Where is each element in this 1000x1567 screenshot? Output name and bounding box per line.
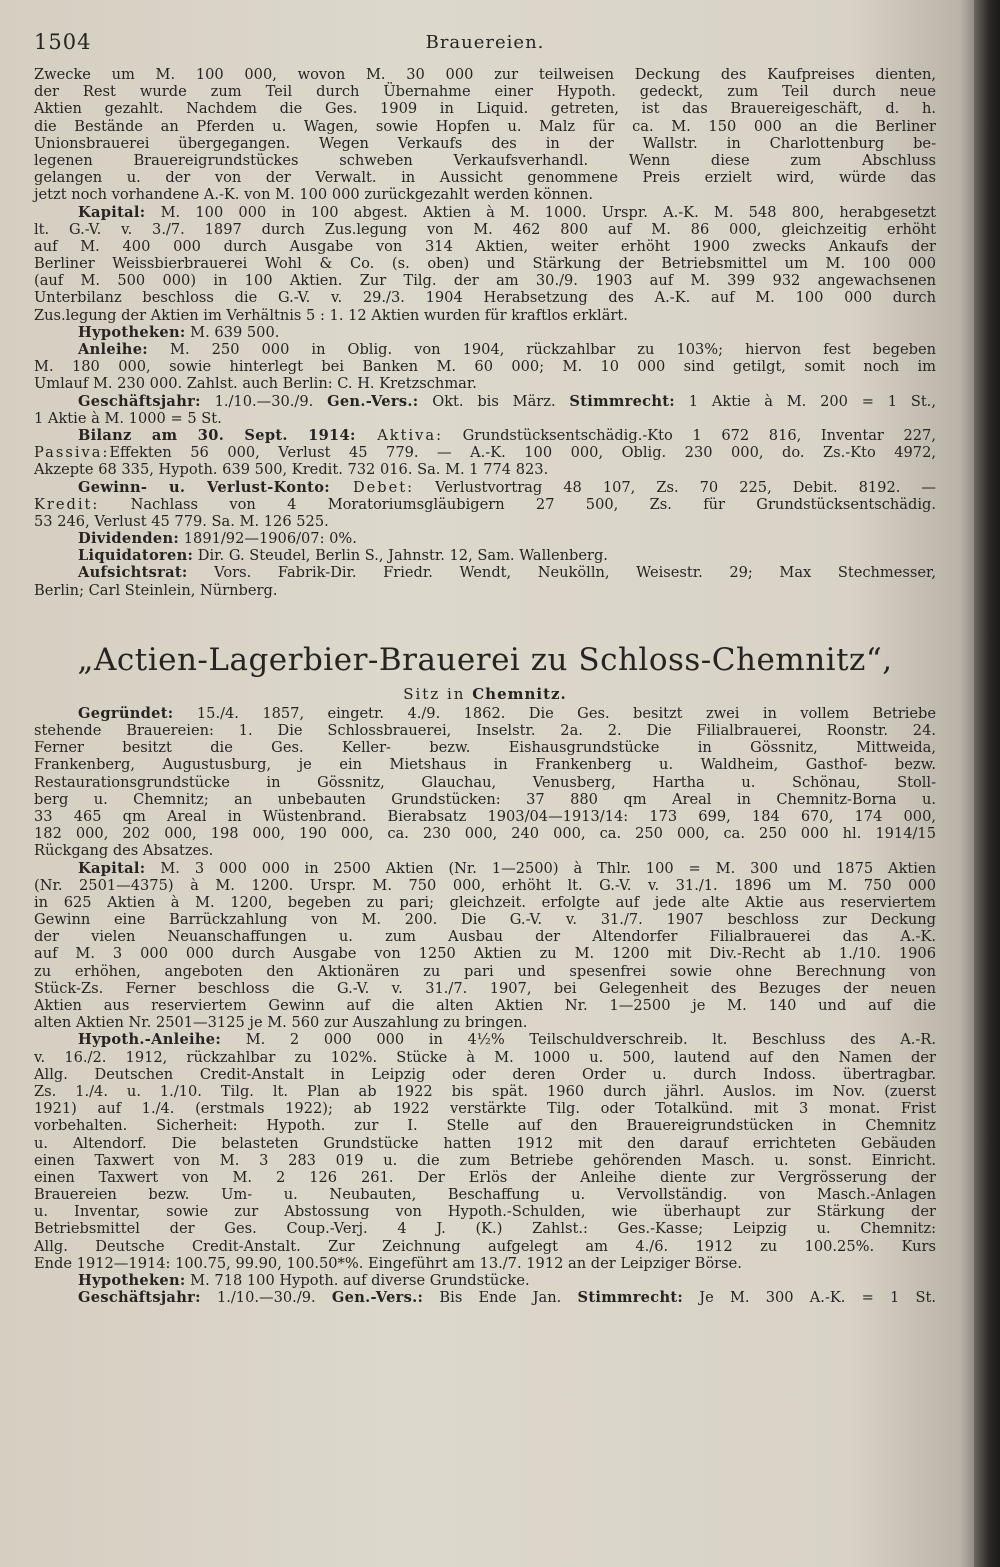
line-text: M. 250 000 in Oblig. von 1904, rückzahlbar zu 103%; hiervon fest begeben [148, 341, 936, 358]
text-line [34, 272, 936, 289]
text-line [34, 774, 936, 791]
line-text: Effekten 56 000, Verlust 45 779. — [109, 444, 471, 462]
text-line [34, 756, 936, 773]
text-line [34, 1049, 936, 1066]
text-line [34, 1083, 936, 1100]
section-keyword: Hypotheken: [78, 1272, 186, 1289]
line-text: A.-K. 100 000, Oblig. 230 000, do. Zs.-Kto 4972, [470, 444, 937, 462]
line-text: 1./10.—30./9. [200, 1289, 332, 1307]
text-line [34, 530, 936, 547]
line-text: M. 100 000 in 100 abgest. Aktien à M. 1000. Urspr. A.-K. M. 548 800, herabgesetzt [145, 203, 936, 221]
text-line [34, 928, 936, 945]
section-keyword: Gen.-Vers.: [331, 1289, 424, 1307]
text-line [34, 980, 936, 997]
text-line [34, 877, 936, 894]
section-keyword: Stimmrecht: [569, 392, 675, 410]
line-text: Grundstücksentschädig.-Kto 1 672 816, Inventar 227, [443, 426, 936, 444]
text-line [34, 997, 936, 1014]
line-text: (Nr. 2501—4375) à M. 1200. Urspr. M. 750 000, erhöht lt. G.-V. v. 31./1. 1896 um M. 750 000 [34, 876, 936, 894]
spaced-label: Passiva: [34, 444, 110, 462]
line-text: Allg. Deutsche Credit-Anstalt. Zur Zeichnung aufgelegt am 4./6. 1912 zu 100.25%. Kurs [34, 1237, 936, 1255]
text-line [34, 1203, 936, 1220]
line-text: Aktien gezahlt. Nachdem die Ges. 1909 in Liquid. getreten, ist das Brauereigeschäft, d. h. [34, 100, 936, 118]
text-line [34, 1100, 936, 1117]
text-line [34, 513, 936, 530]
line-text: berg u. Chemnitz; an unbebauten Grundstücken: 37 880 qm Areal in Chemnitz-Borna u. [34, 790, 936, 808]
text-line [34, 1289, 936, 1306]
text-line [34, 1014, 936, 1031]
text-line [34, 547, 936, 564]
text-line [34, 341, 936, 358]
line-text: 1 Aktie à M. 200 = 1 St., [674, 392, 936, 410]
section-keyword: Hypotheken: [78, 323, 186, 341]
text-line [34, 118, 936, 135]
text-line [34, 444, 936, 461]
line-text: Je M. 300 A.-K. = 1 St. [683, 1289, 936, 1307]
line-text: alten Aktien Nr. 2501—3125 je M. 560 zur Auszahlung zu bringen. [34, 1014, 528, 1032]
text-line [34, 83, 936, 100]
line-text: Zs. 1./4. u. 1./10. Tilg. lt. Plan ab 1922 bis spät. 1960 durch jährl. Auslos. im Nov. (zuerst [34, 1082, 936, 1100]
line-text: Unterbilanz beschloss die G.-V. v. 29./3. 1904 Herabsetzung des A.-K. auf M. 100 000 durch [34, 289, 936, 307]
section-keyword: Dividenden: [78, 530, 180, 548]
line-text: 1891/92—1906/07: 0%. [179, 530, 357, 548]
text-line [34, 255, 936, 272]
section-keyword: Gewinn- u. Verlust-Konto: [78, 478, 330, 496]
text-line [34, 808, 936, 825]
line-text: stehende Brauereien: 1. Die Schlossbrauerei, Inselstr. 2a. 2. Die Filialbrauerei, Roonstr. 24. [34, 722, 936, 739]
line-text: Betriebsmittel der Ges. Coup.-Verj. 4 J. (K.) Zahlst.: Ges.-Kasse; Leipzig u. Chemnitz: [34, 1220, 936, 1238]
line-text: Stück-Zs. Ferner beschloss die G.-V. v. 31./7. 1907, bei Gelegenheit des Bezuges der neuen [34, 979, 936, 997]
entry-seat [34, 683, 936, 705]
line-text: Zwecke um M. 100 000, wovon M. 30 000 zur teilweisen Deckung des Kaufpreises dienten, [34, 66, 936, 83]
entry-schloss-chemnitz [34, 637, 936, 1307]
text-line [34, 324, 936, 341]
text-line [34, 375, 936, 392]
line-text: Berliner Weissbierbrauerei Wohl & Co. (s. oben) und Stärkung der Betriebsmittel um M. 100 000 [34, 255, 936, 273]
text-line [34, 186, 936, 203]
text-line [34, 427, 936, 444]
line-text: Aktien aus reserviertem Gewinn auf die alten Aktien Nr. 1—2500 je M. 140 und auf die [34, 997, 936, 1014]
line-text: Nachlass von 4 Moratoriumsgläubigern 27 500, Zs. für Grundstücksentschädig. [99, 495, 936, 513]
text-line [34, 825, 936, 842]
line-text: jetzt noch vorhandene A.-K. von M. 100 000 zurückgezahlt werden können. [34, 186, 593, 204]
text-line [34, 791, 936, 808]
line-text: Vors. Fabrik-Dir. Friedr. Wendt, Neukölln, Weisestr. 29; Max Stechmesser, [187, 564, 936, 582]
text-line [34, 911, 936, 928]
text-line [34, 564, 936, 581]
text-line [34, 461, 936, 478]
seat-label: Sitz in [403, 684, 466, 703]
line-text: M. 718 100 Hypoth. auf diverse Grundstücke. [185, 1272, 530, 1289]
section-keyword: Aufsichtsrat: [78, 564, 188, 582]
text-line [34, 963, 936, 980]
text-line [34, 842, 936, 859]
text-line [34, 1066, 936, 1083]
line-text: einen Taxwert von M. 2 126 261. Der Erlös der Anleihe diente zur Vergrösserung der [34, 1168, 936, 1186]
section-keyword: Geschäftsjahr: [78, 392, 201, 410]
text-line [34, 1255, 936, 1272]
line-text: u. Altendorf. Die belasteten Grundstücke hatten 1912 mit den darauf errichteten Gebäuden [34, 1134, 936, 1152]
line-text: in 625 Aktien à M. 1200, begeben zu pari; gleichzeit. erfolgte auf jede alte Aktie aus reserviertem [34, 893, 936, 911]
line-text: Frankenberg, Augustusburg, je ein Mietshaus in Frankenberg u. Waldheim, Gasthof- bezw. [34, 756, 936, 774]
line-text: die Bestände an Pferden u. Wagen, sowie Hopfen u. Malz für ca. M. 150 000 an die Berliner [34, 117, 936, 135]
line-text: vorbehalten. Sicherheit: Hypoth. zur I. Stelle auf den Brauereigrundstücken in Chemnitz [34, 1117, 936, 1135]
line-text: Ferner besitzt die Ges. Keller- bezw. Eishausgrundstücke in Gössnitz, Mittweida, [34, 739, 936, 757]
text-line [34, 204, 936, 221]
line-text: Gewinn eine Barrückzahlung von M. 200. Die G.-V. v. 31./7. 1907 beschloss zur Deckung [34, 911, 936, 929]
text-line [34, 722, 936, 739]
text-line [34, 1169, 936, 1186]
line-text: Allg. Deutschen Credit-Anstalt in Leipzig oder deren Order u. durch Indoss. übertragbar. [34, 1065, 936, 1083]
entry-body [34, 705, 936, 1307]
line-text: 182 000, 202 000, 198 000, 190 000, ca. 230 000, 240 000, ca. 250 000, ca. 250 000 hl. 1914/15 [34, 825, 936, 843]
section-keyword: Hypoth.-Anleihe: [78, 1031, 222, 1049]
text-line [34, 894, 936, 911]
text-line [34, 152, 936, 169]
line-text: Dir. G. Steudel, Berlin S., Jahnstr. 12, Sam. Wallenberg. [193, 547, 608, 565]
line-text: v. 16./2. 1912, rückzahlbar zu 102%. Stücke à M. 1000 u. 500, lautend auf den Namen der [34, 1048, 936, 1066]
text-line [34, 221, 936, 238]
line-text: Ende 1912—1914: 100.75, 99.90, 100.50*%. Eingeführt am 13./7. 1912 an der Leipziger Börse. [34, 1254, 742, 1272]
line-text: 1921) auf 1./4. (erstmals 1922); ab 1922 verstärkte Tilg. oder Totalkünd. mit 3 monat. Frist [34, 1100, 936, 1118]
spaced-label: Kredit: [34, 495, 100, 513]
section-keyword: Bilanz am 30. Sept. 1914: [78, 426, 356, 444]
section-keyword: Kapital: [78, 859, 146, 877]
text-line [34, 479, 936, 496]
line-text: (auf M. 500 000) in 100 Aktien. Zur Tilg. der am 30./9. 1903 auf M. 399 932 angewachsenen [34, 272, 936, 290]
text-line [34, 289, 936, 306]
line-text: u. Inventar, sowie zur Abstossung von Hypoth.-Schulden, wie überhaupt zur Stärkung der [34, 1203, 936, 1221]
line-text: 15./4. 1857, eingetr. 4./9. 1862. Die Ges. besitzt zwei in vollem Betriebe [173, 704, 936, 722]
text-line [34, 496, 936, 513]
page-header [34, 0, 936, 66]
text-line [34, 238, 936, 255]
line-text: der Rest wurde zum Teil durch Übernahme einer Hypoth. gedeckt, zum Teil durch neue [34, 83, 936, 101]
text-line [34, 100, 936, 117]
text-line [34, 358, 936, 375]
text-line [34, 705, 936, 722]
text-line [34, 1117, 936, 1134]
section-keyword: Anleihe: [78, 341, 148, 358]
section-keyword: Stimmrecht: [577, 1289, 684, 1307]
section-keyword: Liquidatoren: [78, 547, 194, 565]
line-text: legenen Brauereigrundstückes schweben Verkaufsverhandl. Wenn diese zum Abschluss [34, 151, 936, 169]
text-line [34, 1238, 936, 1255]
text-line [34, 1135, 936, 1152]
running-title: Brauereien. [425, 32, 545, 53]
text-line [34, 1220, 936, 1237]
text-line [34, 1031, 936, 1048]
text-line [34, 66, 936, 83]
line-text: der vielen Neuanschaffungen u. zum Ausbau der Altendorfer Filialbrauerei das A.-K. [34, 928, 936, 946]
line-text: Berlin; Carl Steinlein, Nürnberg. [34, 581, 278, 599]
section-keyword: Gegründet: [78, 704, 174, 722]
line-text: M. 639 500. [185, 323, 280, 341]
line-text: gelangen u. der von der Verwalt. in Aussicht genommene Preis erzielt wird, würde das [34, 169, 936, 187]
text-line [34, 135, 936, 152]
text-line [34, 1152, 936, 1169]
line-text: M. 2 000 000 in 4½% Teilschuldverschreib. lt. Beschluss des A.-R. [221, 1031, 936, 1049]
seat-city: Chemnitz. [472, 684, 567, 703]
page-content [34, 0, 936, 1306]
page-number: 1504 [34, 30, 92, 54]
text-line [34, 393, 936, 410]
line-text: M. 180 000, sowie hinterlegt bei Banken M. 60 000; M. 10 000 sind getilgt, somit noch im [34, 358, 936, 376]
text-line [34, 945, 936, 962]
line-text: lt. G.-V. v. 3./7. 1897 durch Zus.legung von M. 462 800 auf M. 86 000, gleichzeitig erhöht [34, 220, 936, 238]
entry-title: „Actien-Lagerbier-Brauerei zu Schloss-Chemnitz“, [77, 641, 893, 678]
section-keyword: Gen.-Vers.: [327, 392, 419, 410]
line-text: M. 3 000 000 in 2500 Aktien (Nr. 1—2500) à Thlr. 100 = M. 300 und 1875 Aktien [145, 859, 936, 877]
line-text: einen Taxwert von M. 3 283 019 u. die zum Betriebe gehörenden Masch. u. sonst. Einricht. [34, 1151, 936, 1169]
line-text: Zus.legung der Aktien im Verhältnis 5 : 1. 12 Aktien wurden für kraftlos erklärt. [34, 306, 628, 324]
spaced-label: Aktiva: [355, 426, 444, 444]
text-line [34, 1272, 936, 1289]
line-text: 33 465 qm Areal in Wüstenbrand. Bierabsatz 1903/04—1913/14: 173 699, 184 670, 174 000, [34, 807, 936, 825]
line-text: 53 246, Verlust 45 779. Sa. M. 126 525. [34, 512, 329, 530]
text-line [34, 307, 936, 324]
text-line [34, 582, 936, 599]
text-line [34, 169, 936, 186]
text-line [34, 1186, 936, 1203]
section-keyword: Geschäftsjahr: [78, 1289, 201, 1307]
line-text: Okt. bis März. [418, 392, 570, 410]
line-text: Brauereien bezw. Um- u. Neubauten, Beschaffung u. Vervollständig. von Masch.-Anlagen [34, 1186, 936, 1204]
line-text: auf M. 400 000 durch Ausgabe von 314 Aktien, weiter erhöht 1900 zwecks Ankaufs der [34, 237, 936, 255]
line-text: Verlustvortrag 48 107, Zs. 70 225, Debit. 8192. — [414, 478, 936, 496]
spaced-label: Debet: [329, 478, 415, 496]
line-text: zu erhöhen, angeboten den Aktionären zu pari und spesenfrei sowie ohne Berechnung von [34, 962, 936, 980]
line-text: Akzepte 68 335, Hypoth. 639 500, Kredit. 732 016. Sa. M. 1 774 823. [34, 461, 549, 479]
line-text: Restaurationsgrundstücke in Gössnitz, Glauchau, Venusberg, Hartha u. Schönau, Stoll- [34, 773, 936, 791]
page-gutter-shadow [974, 0, 1000, 1567]
text-line [34, 410, 936, 427]
line-text: Bis Ende Jan. [423, 1289, 578, 1307]
line-text: Umlauf M. 230 000. Zahlst. auch Berlin: C. H. Kretzschmar. [34, 375, 477, 393]
line-text: Rückgang des Absatzes. [34, 842, 214, 860]
line-text: 1./10.—30./9. [200, 392, 328, 410]
entry-separator [34, 599, 936, 637]
text-line [34, 860, 936, 877]
line-text: 1 Aktie à M. 1000 = 5 St. [34, 409, 222, 427]
line-text: Unionsbrauerei übergegangen. Wegen Verkaufs des in der Wallstr. in Charlottenburg be- [34, 134, 936, 152]
text-line [34, 739, 936, 756]
entry-previous-continuation [34, 66, 936, 599]
line-text: auf M. 3 000 000 durch Ausgabe von 1250 Aktien zu M. 1200 mit Div.-Recht ab 1./10. 1906 [34, 945, 936, 963]
section-keyword: Kapital: [78, 203, 146, 221]
